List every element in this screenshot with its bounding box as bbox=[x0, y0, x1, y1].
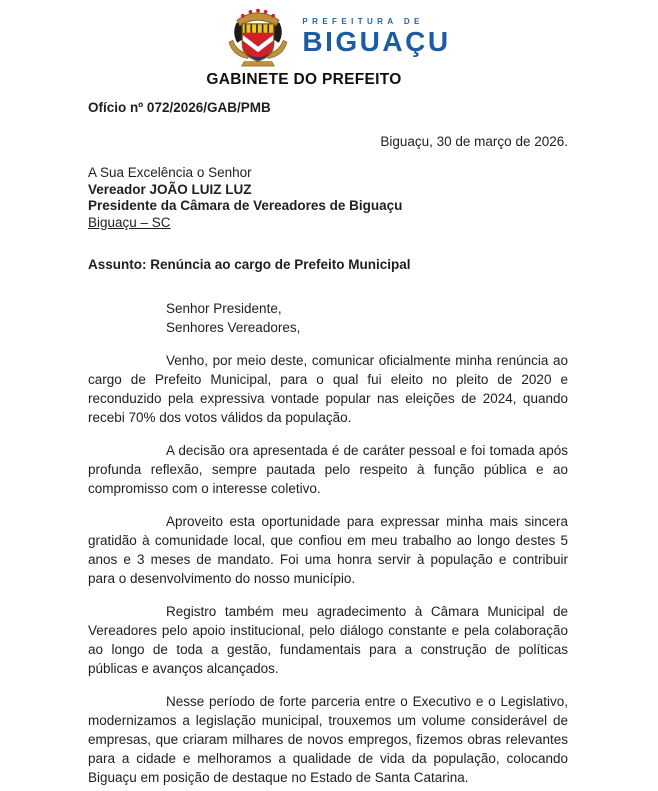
crest-band-bar bbox=[268, 24, 270, 33]
crest-crown-jewel bbox=[264, 10, 268, 14]
crest-crown-jewel bbox=[249, 10, 253, 14]
addressee-name: Vereador JOÃO LUIZ LUZ bbox=[88, 181, 252, 197]
coat-of-arms-icon bbox=[225, 5, 291, 68]
crest-band-bar bbox=[262, 24, 264, 33]
crest-left-drape bbox=[235, 23, 243, 43]
subject-line: Assunto: Renúncia ao cargo de Prefeito Municipal bbox=[88, 257, 411, 272]
addressee-title: Presidente da Câmara de Vereadores de Biguaçu bbox=[88, 198, 403, 213]
crest-crown-jewel bbox=[241, 14, 245, 18]
crest-crown-jewel bbox=[272, 14, 276, 18]
addressee-city: Biguaçu – SC bbox=[88, 214, 171, 230]
addressee-block bbox=[88, 165, 568, 231]
date-line: Biguaçu, 30 de março de 2026. bbox=[380, 134, 568, 149]
letterhead bbox=[0, 0, 658, 89]
coat-of-arms-svg bbox=[225, 5, 291, 68]
crest-band-bar bbox=[257, 24, 259, 33]
logo-wordmark bbox=[302, 17, 450, 56]
logo-biguacu-text: BIGUAÇU bbox=[302, 26, 451, 57]
salutation-block bbox=[88, 299, 568, 337]
letter-body bbox=[0, 100, 658, 787]
department-title: GABINETE DO PREFEITO bbox=[206, 71, 402, 88]
municipality-logo bbox=[9, 5, 658, 68]
body-paragraph: Registro também meu agradecimento à Câmara Municipal de Vereadores pelo apoio institucional, pelo diálogo constante e pela colaboração ao longo de toda a gestão, fundamentais para a construção de políticas públicas e avanços alcançados. bbox=[88, 604, 568, 676]
salutation-councilors: Senhores Vereadores, bbox=[166, 320, 301, 335]
crest-ribbon bbox=[242, 62, 275, 66]
addressee-honorific: A Sua Excelência o Senhor bbox=[88, 165, 252, 180]
body-paragraph: Venho, por meio deste, comunicar oficialmente minha renúncia ao cargo de Prefeito Municipal, para o qual fui eleito no pleito de 2020 e reconduzido pela expressiva vontade popular nas eleições de 2024, quando recebi 70% dos votos válidos da população. bbox=[88, 353, 568, 425]
body-paragraph: Nesse período de forte parceria entre o Executivo e o Legislativo, modernizamos a legislação municipal, trouxemos um volume considerável de empresas, que criaram milhares de novos empregos, fizemos obras relevantes para a cidade e melhoramos a qualidade de vida da população, colocando Biguaçu em posição de destaque no Estado de Santa Catarina. bbox=[88, 694, 568, 785]
crest-band-bar bbox=[245, 24, 247, 33]
crest-band-bar bbox=[251, 24, 253, 33]
salutation-president: Senhor Presidente, bbox=[166, 301, 282, 316]
body-paragraph: A decisão ora apresentada é de caráter pessoal e foi tomada após profunda reflexão, sempre pautada pelo respeito à função pública e ao compromisso com o interesse coletivo. bbox=[88, 443, 568, 496]
body-paragraph: Aproveito esta oportunidade para expressar minha mais sincera gratidão à comunidade local, que confiou em meu trabalho ao longo destes 5 anos e 3 meses de mandato. Foi uma honra servir à população e contribuir para o desenvolvimento do nosso município. bbox=[88, 514, 568, 586]
logo-prefeitura-de-text: PREFEITURA DE bbox=[302, 17, 424, 26]
crest-crown-jewel bbox=[257, 9, 261, 13]
crest-right-drape bbox=[274, 23, 282, 43]
reference-number: Ofício nº 072/2026/GAB/PMB bbox=[88, 100, 271, 115]
